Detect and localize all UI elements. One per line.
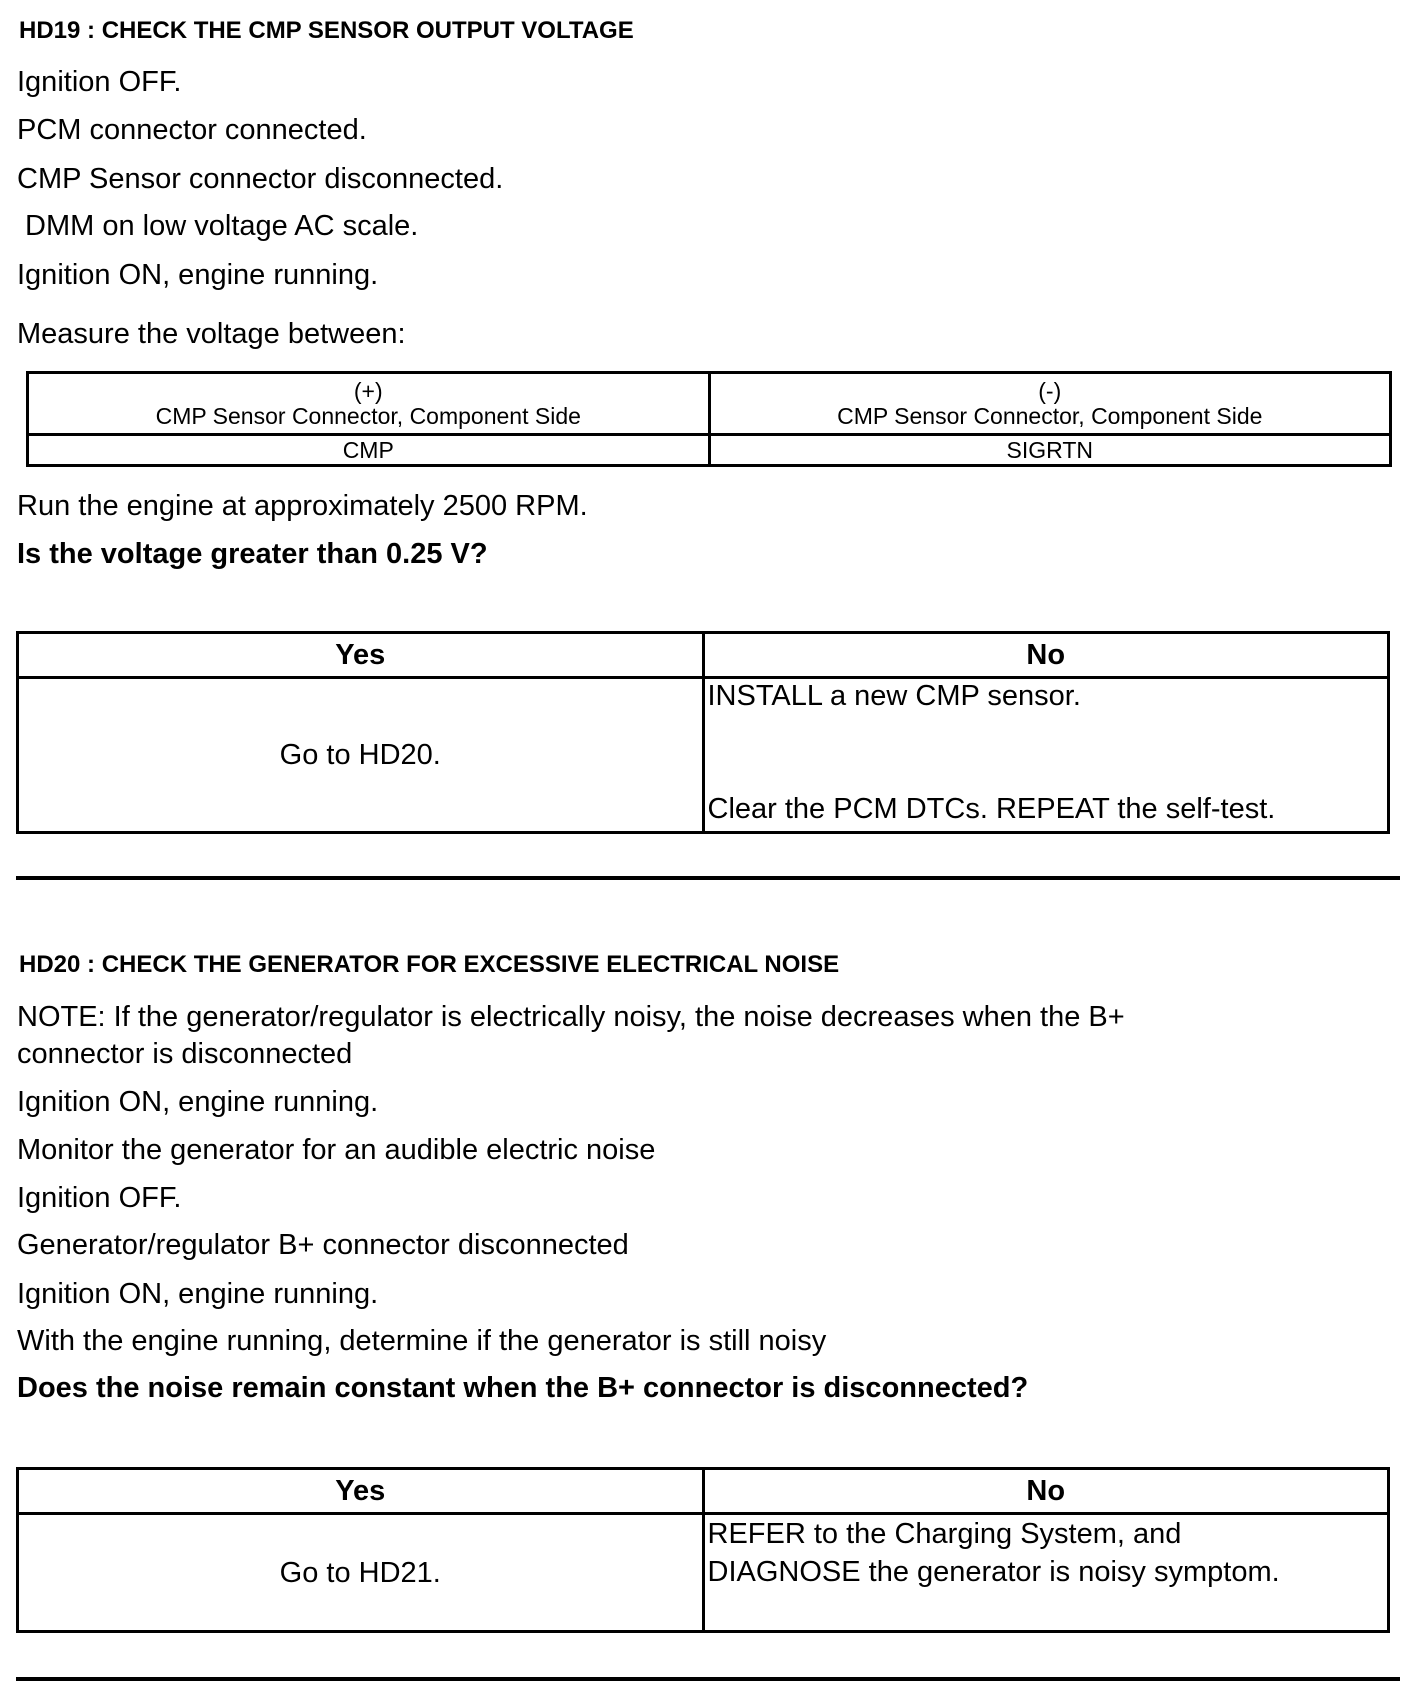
no-action-2: DIAGNOSE the generator is noisy symptom. bbox=[707, 1556, 1280, 1588]
step: CMP Sensor connector disconnected. bbox=[17, 163, 504, 195]
hd19-question: Is the voltage greater than 0.25 V? bbox=[17, 538, 488, 570]
measure-table bbox=[26, 371, 1392, 467]
hd19-title: HD19 : CHECK THE CMP SENSOR OUTPUT VOLTAGE bbox=[19, 17, 634, 44]
negative-lead-cell bbox=[709, 373, 1391, 435]
step: Monitor the generator for an audible electric noise bbox=[17, 1134, 656, 1166]
negative-sign: (-) bbox=[1038, 377, 1062, 404]
no-header: No bbox=[703, 1469, 1389, 1514]
no-action-1: INSTALL a new CMP sensor. bbox=[707, 680, 1081, 712]
step: Ignition ON, engine running. bbox=[17, 1278, 379, 1310]
step: Ignition OFF. bbox=[17, 66, 182, 98]
step: PCM connector connected. bbox=[17, 114, 367, 146]
note-line: NOTE: If the generator/regulator is electrically noisy, the noise decreases when the B+ bbox=[17, 1001, 1125, 1033]
section-divider bbox=[16, 876, 1400, 880]
step: Generator/regulator B+ connector disconnected bbox=[17, 1229, 629, 1261]
positive-sign: (+) bbox=[353, 377, 383, 404]
yes-header: Yes bbox=[18, 633, 704, 678]
yes-cell: Go to HD21. bbox=[18, 1514, 704, 1632]
step: With the engine running, determine if the generator is still noisy bbox=[17, 1325, 827, 1357]
no-action-2: Clear the PCM DTCs. REPEAT the self-test. bbox=[707, 793, 1276, 825]
positive-lead-cell bbox=[28, 373, 710, 435]
note-line: connector is disconnected bbox=[17, 1038, 353, 1070]
hd20-question: Does the noise remain constant when the B+ connector is disconnected? bbox=[17, 1372, 1029, 1404]
run-text: Run the engine at approximately 2500 RPM. bbox=[17, 490, 588, 522]
negative-label: CMP Sensor Connector, Component Side bbox=[837, 402, 1263, 429]
yes-header: Yes bbox=[18, 1469, 704, 1514]
yes-cell: Go to HD20. bbox=[18, 678, 704, 833]
hd20-title: HD20 : CHECK THE GENERATOR FOR EXCESSIVE ELECTRICAL NOISE bbox=[19, 951, 840, 978]
positive-pin: CMP bbox=[28, 435, 710, 466]
step: Ignition ON, engine running. bbox=[17, 1086, 379, 1118]
no-header: No bbox=[703, 633, 1389, 678]
hd19-answer-table bbox=[16, 631, 1390, 834]
step: DMM on low voltage AC scale. bbox=[17, 210, 419, 242]
positive-label: CMP Sensor Connector, Component Side bbox=[155, 402, 581, 429]
measure-text: Measure the voltage between: bbox=[17, 318, 406, 350]
negative-pin: SIGRTN bbox=[709, 435, 1391, 466]
step: Ignition ON, engine running. bbox=[17, 259, 379, 291]
no-action-1: REFER to the Charging System, and bbox=[707, 1518, 1182, 1550]
hd20-answer-table bbox=[16, 1467, 1390, 1633]
no-cell bbox=[703, 678, 1389, 833]
step: Ignition OFF. bbox=[17, 1182, 182, 1214]
no-cell bbox=[703, 1514, 1389, 1632]
section-divider bbox=[16, 1677, 1400, 1681]
